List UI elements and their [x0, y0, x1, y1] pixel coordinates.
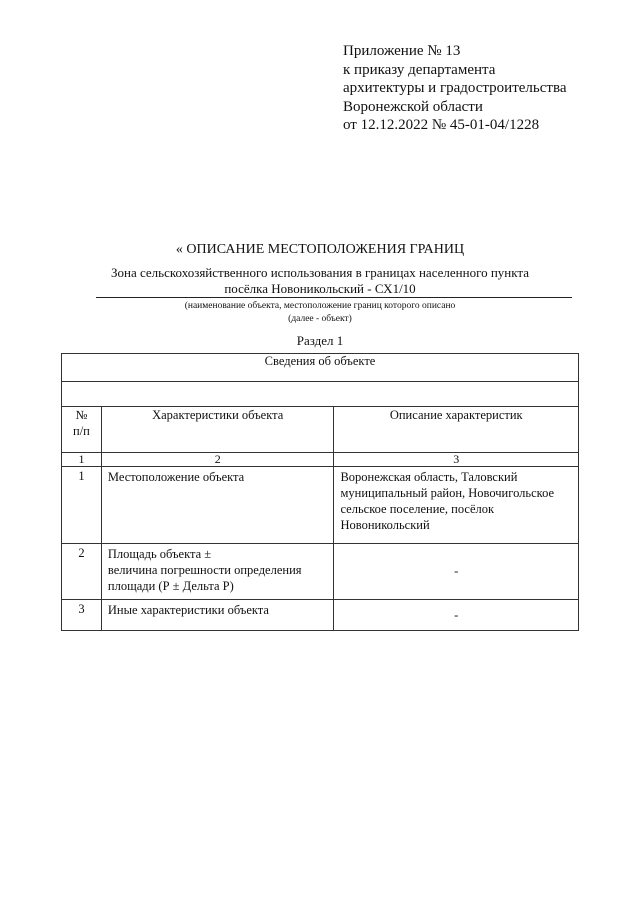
object-name [60, 265, 580, 297]
column-index: 1 [62, 453, 102, 467]
appendix-line: Воронежской области [343, 98, 483, 115]
object-info-table [61, 353, 579, 631]
row-characteristic [101, 467, 334, 544]
cell-line: площади (Р ± Дельта Р) [107, 579, 234, 593]
header-text: п/п [73, 424, 90, 438]
table-title: Сведения об объекте [62, 354, 579, 382]
appendix-line: Приложение № 13 [343, 43, 461, 59]
column-header-description: Описание характеристик [334, 407, 579, 453]
appendix-block [343, 42, 633, 135]
object-name-note [60, 300, 580, 326]
appendix-line: к приказу департамента [343, 61, 496, 78]
column-index: 2 [101, 453, 334, 467]
column-header-number [62, 407, 102, 453]
empty-cell [62, 382, 579, 407]
object-name-line: Зона сельскохозяйственного использования в границах населенного пункта [110, 265, 529, 280]
document-title: « ОПИСАНИЕ МЕСТОПОЛОЖЕНИЯ ГРАНИЦ [175, 242, 465, 257]
table-row [62, 544, 579, 600]
underline-rule [96, 297, 572, 298]
table-empty-row [62, 382, 579, 407]
appendix-date-line: от 12.12.2022 № 45-01-04/1228 [343, 117, 540, 133]
column-header-row [62, 407, 579, 453]
table-row [62, 600, 579, 631]
cell-line: Местоположение объекта [107, 470, 245, 484]
column-index: 3 [334, 453, 579, 467]
row-characteristic [101, 600, 334, 631]
row-description [334, 467, 579, 544]
column-header-characteristics: Характеристики объекта [101, 407, 334, 453]
object-name-line: посёлка Новоникольский - СХ1/10 [224, 281, 416, 296]
cell-line: Воронежская область, Таловский [340, 470, 518, 484]
row-number: 2 [62, 544, 102, 600]
header-text: № [75, 408, 88, 422]
row-description: - [334, 544, 579, 600]
row-characteristic [101, 544, 334, 600]
cell-line: Площадь объекта ± [107, 547, 212, 561]
note-line: (наименование объекта, местоположение границ которого описано [184, 301, 456, 311]
row-description: - [334, 600, 579, 631]
cell-line: Новоникольский [340, 518, 430, 532]
column-index-row [62, 453, 579, 467]
cell-line: величина погрешности определения [107, 563, 302, 577]
note-line: (далее - объект) [288, 314, 352, 324]
table-row [62, 467, 579, 544]
cell-line: Иные характеристики объекта [107, 603, 269, 617]
row-number: 1 [62, 467, 102, 544]
cell-line: сельское поселение, посёлок [340, 502, 495, 516]
section-label: Раздел 1 [296, 333, 344, 348]
table-title-row [62, 354, 579, 382]
row-number: 3 [62, 600, 102, 631]
cell-line: муниципальный район, Новочигольское [340, 486, 555, 500]
appendix-line: архитектуры и градостроительства [343, 80, 567, 96]
